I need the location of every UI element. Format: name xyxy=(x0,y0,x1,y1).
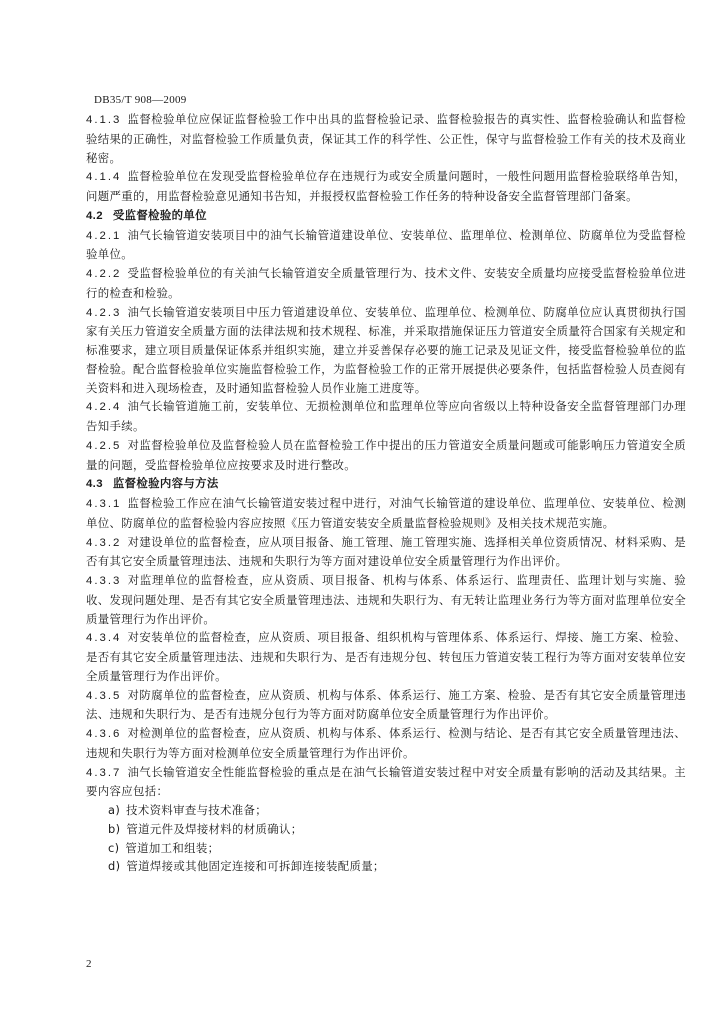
clause-paragraph xyxy=(86,763,686,802)
clause-paragraph xyxy=(86,264,686,303)
clause-paragraph xyxy=(86,571,686,628)
list-item-text: 管道焊接或其他固定连接和可拆卸连接装配质量； xyxy=(126,859,385,874)
clause-text: 监督检验单位应保证监督检验工作中出具的监督检验记录、监督检验报告的真实性、监督检验确认和监督检验结果的正确性，对监督检验工作质量负责，保证其工作的科学性、公正性，保守与监督检验工作有关的技术及商业秘密。 xyxy=(86,112,686,165)
list-item xyxy=(108,820,686,839)
clause-paragraph xyxy=(86,436,686,475)
clause-number: 4.1.4 xyxy=(86,171,122,184)
clause-number: 4.2.3 xyxy=(86,306,122,319)
clause-number: 4.3 xyxy=(86,478,103,491)
clause-paragraph xyxy=(86,628,686,685)
list-item-label: a) xyxy=(108,803,121,817)
clause-text: 油气长输管道安全性能监督检验的重点是在油气长输管道安装过程中对安全质量有影响的活动及其结果。主要内容应包括： xyxy=(86,764,686,799)
clause-number: 4.3.6 xyxy=(86,728,122,740)
clause-text: 监督检验工作应在油气长输管道安装过程中进行，对油气长输管道的建设单位、监理单位、安装单位、检测单位、防腐单位的监督检验内容应按照《压力管道安装安全质量监督检验规则》及相关技术规范实施。 xyxy=(86,496,686,530)
list-item xyxy=(108,801,686,820)
clause-text: 油气长输管道安装项目中的油气长输管道建设单位、安装单位、监理单位、检测单位、防腐单位为受监督检验单位。 xyxy=(86,227,686,262)
clause-number: 4.3.5 xyxy=(86,689,122,702)
clause-text: 对建设单位的监督检查，应从项目报备、施工管理、施工管理实施、选择相关单位资质情况、材料采购、是否有其它安全质量管理违法、违规和失职行为等方面对建设单位安全质量管理行为作出评价。 xyxy=(86,534,686,569)
clause-text: 监督检验内容与方法 xyxy=(112,476,219,491)
clause-text: 油气长输管道安装项目中压力管道建设单位、安装单位、监理单位、检测单位、防腐单位应认真贯彻执行国家有关压力管道安全质量方面的法律法规和技术规程、标准，并采取措施保证压力管道安全质量符合国家有关规定和标准要求，建立项目质量保证体系并组织实施，建立并妥善保存必要的施工记录及见证文件，接受监督检验单位的监督检验。配合监督检验单位实施监督检验工作，为监督检验工作的正常开展提供必要条件，包括监督检验人员查阅有关资料和进入现场检查，及时通知监督检验人员作业施工进度等。 xyxy=(86,304,686,395)
clause-text: 监督检验单位在发现受监督检验单位存在违规行为或安全质量问题时，一般性问题用监督检验联络单告知，问题严重的，用监督检验意见通知书告知，并报授权监督检验工作任务的特种设备安全监督管理部门备案。 xyxy=(86,169,686,203)
clause-number: 4.3.4 xyxy=(86,632,122,645)
clause-number: 4.1.3 xyxy=(86,114,122,126)
list-item-label: b) xyxy=(108,821,121,836)
clause-number: 4.3.7 xyxy=(86,766,122,779)
list-item-label: c) xyxy=(108,840,120,855)
clause-text: 对防腐单位的监督检查，应从资质、机构与体系、体系运行、施工方案、检验、是否有其它安全质量管理违法、违规和失职行为、是否有违规分包行为等方面对防腐单位安全质量管理行为作出评价。 xyxy=(86,687,686,722)
clause-paragraph xyxy=(86,226,686,265)
content-list xyxy=(86,801,686,876)
clause-paragraph xyxy=(86,494,686,533)
clause-text: 受监督检验的单位 xyxy=(112,207,207,222)
clause-number: 4.3.2 xyxy=(86,536,122,549)
clause-number: 4.2.2 xyxy=(86,268,122,280)
clause-text: 对监理单位的监督检查，应从资质、项目报备、机构与体系、体系运行、监理责任、监理计划与实施、验收、发现问题处理、是否有其它安全质量管理违法、违规和失职行为、有无转让监理业务行为等方面对监理单位安全质量管理行为作出评价。 xyxy=(86,573,686,626)
clause-paragraph xyxy=(86,686,686,725)
page-number: 2 xyxy=(86,958,92,970)
section-heading xyxy=(86,474,686,494)
clause-number: 4.2.4 xyxy=(86,401,122,414)
clause-paragraph xyxy=(86,397,686,436)
clause-text: 对安装单位的监督检查，应从资质、项目报备、组织机构与管理体系、体系运行、焊接、施工方案、检验、是否有其它安全质量管理违法、违规和失职行为、是否有违规分包、转包压力管道安装工程行为等方面对安装单位安全质量管理行为作出评价。 xyxy=(86,630,686,683)
clause-text: 对检测单位的监督检查，应从资质、机构与体系、体系运行、检测与结论、是否有其它安全质量管理违法、违规和失职行为等方面对检测单位安全质量管理行为作出评价。 xyxy=(86,726,686,760)
clause-number: 4.3.3 xyxy=(86,575,122,587)
clause-number: 4.3.1 xyxy=(86,498,122,510)
standard-id-header: DB35/T 908—2009 xyxy=(94,94,187,106)
list-item xyxy=(108,857,686,876)
list-item xyxy=(108,839,686,858)
section-heading xyxy=(86,206,686,226)
clause-text: 受监督检验单位的有关油气长输管道安全质量管理行为、技术文件、安装安全质量均应接受监督检验单位进行的检查和检验。 xyxy=(86,266,686,300)
body-text xyxy=(86,110,686,876)
clause-text: 油气长输管道施工前，安装单位、无损检测单位和监理单位等应向省级以上特种设备安全监督管理部门办理告知手续。 xyxy=(86,399,686,433)
list-item-label: d) xyxy=(108,859,121,874)
clause-text: 对监督检验单位及监督检验人员在监督检验工作中提出的压力管道安全质量问题或可能影响压力管道安全质量的问题，受监督检验单位应按要求及时进行整改。 xyxy=(86,437,686,472)
list-item-text: 管道元件及焊接材料的材质确认； xyxy=(126,821,303,836)
clause-paragraph xyxy=(86,110,686,167)
clause-number: 4.2 xyxy=(86,209,103,222)
clause-paragraph xyxy=(86,724,686,763)
clause-paragraph xyxy=(86,303,686,398)
clause-number: 4.2.5 xyxy=(86,439,122,452)
clause-paragraph xyxy=(86,533,686,572)
clause-paragraph xyxy=(86,167,686,206)
clause-number: 4.2.1 xyxy=(86,229,122,242)
list-item-text: 技术资料审查与技术准备； xyxy=(126,803,268,817)
list-item-text: 管道加工和组装； xyxy=(125,840,220,855)
